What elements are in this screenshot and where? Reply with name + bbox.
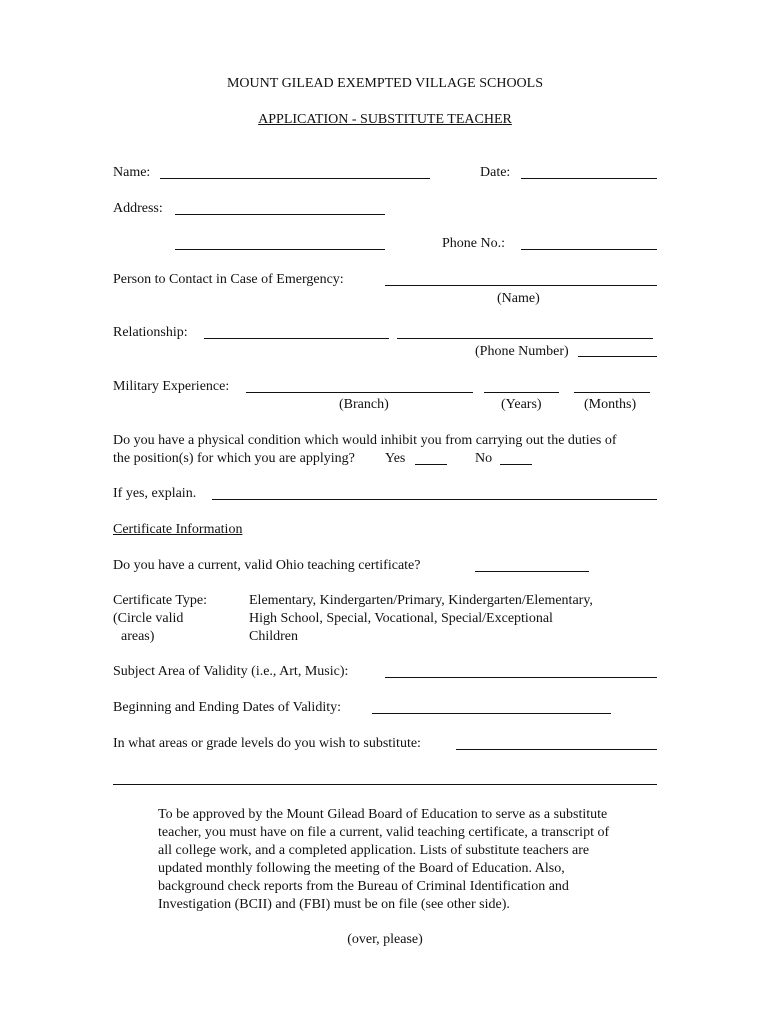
- military-label: Military Experience:: [113, 379, 230, 394]
- areas-wish-field[interactable]: [456, 749, 657, 750]
- phone-field[interactable]: [521, 249, 657, 250]
- certificate-type-label: areas): [121, 629, 155, 644]
- name-label: Name:: [113, 165, 151, 180]
- years-caption: (Years): [501, 397, 542, 412]
- months-caption: (Months): [584, 397, 637, 412]
- phone-number-caption: (Phone Number): [475, 344, 569, 359]
- physical-question-line1: Do you have a physical condition which would inhibit you from carrying out the duties of: [113, 433, 617, 448]
- certificate-answer-field[interactable]: [475, 571, 589, 572]
- emergency-name-caption: (Name): [497, 291, 540, 306]
- name-field[interactable]: [160, 178, 430, 179]
- notice-line: background check reports from the Bureau of Criminal Identification and: [158, 879, 569, 894]
- physical-no-label: No: [475, 451, 493, 466]
- address-field-line1[interactable]: [175, 214, 385, 215]
- certificate-type-option[interactable]: Children: [249, 629, 298, 644]
- areas-wish-label: In what areas or grade levels do you wish to substitute:: [113, 736, 421, 751]
- emergency-phone-field[interactable]: [397, 338, 653, 339]
- emergency-contact-field[interactable]: [385, 285, 657, 286]
- explain-field[interactable]: [212, 499, 657, 500]
- certificate-type-option[interactable]: High School, Special, Vocational, Special/Exceptional: [249, 611, 553, 626]
- physical-yes-field[interactable]: [415, 464, 447, 465]
- subject-area-field[interactable]: [385, 677, 657, 678]
- areas-wish-field-line2[interactable]: [113, 784, 657, 785]
- certificate-type-label: (Circle valid: [113, 611, 184, 626]
- relationship-field[interactable]: [204, 338, 389, 339]
- physical-yes-label: Yes: [385, 451, 406, 466]
- date-field[interactable]: [521, 178, 657, 179]
- military-branch-field[interactable]: [246, 392, 473, 393]
- address-label: Address:: [113, 201, 163, 216]
- certificate-type-label: Certificate Type:: [113, 593, 208, 608]
- notice-line: updated monthly following the meeting of the Board of Education. Also,: [158, 861, 565, 876]
- military-months-field[interactable]: [574, 392, 650, 393]
- subject-area-label: Subject Area of Validity (i.e., Art, Music):: [113, 664, 349, 679]
- notice-line: Investigation (BCII) and (FBI) must be on file (see other side).: [158, 897, 510, 912]
- physical-no-field[interactable]: [500, 464, 532, 465]
- certificate-section-title: [113, 521, 242, 539]
- military-years-field[interactable]: [484, 392, 559, 393]
- address-field-line2[interactable]: [175, 249, 385, 250]
- phone-label: Phone No.:: [442, 236, 505, 251]
- notice-line: teacher, you must have on file a current, valid teaching certificate, a transcript of: [158, 825, 610, 840]
- branch-caption: (Branch): [339, 397, 389, 412]
- validity-dates-field[interactable]: [372, 713, 611, 714]
- relationship-label: Relationship:: [113, 325, 188, 340]
- date-label: Date:: [480, 165, 511, 180]
- certificate-question: Do you have a current, valid Ohio teaching certificate?: [113, 558, 421, 573]
- physical-question-line2: the position(s) for which you are applying?: [113, 451, 355, 466]
- explain-label: If yes, explain.: [113, 486, 197, 501]
- notice-line: all college work, and a completed application. Lists of substitute teachers are: [158, 843, 590, 858]
- certificate-type-option[interactable]: Elementary, Kindergarten/Primary, Kindergarten/Elementary,: [249, 593, 593, 608]
- form-title-text: APPLICATION - SUBSTITUTE TEACHER: [258, 112, 512, 127]
- certificate-section-title-text: Certificate Information: [113, 522, 243, 537]
- school-name: MOUNT GILEAD EXEMPTED VILLAGE SCHOOLS: [226, 76, 544, 91]
- notice-line: To be approved by the Mount Gilead Board of Education to serve as a substitute: [158, 807, 608, 822]
- emergency-contact-label: Person to Contact in Case of Emergency:: [113, 272, 344, 287]
- phone-number-extra-field[interactable]: [578, 356, 657, 357]
- form-title: [0, 111, 770, 129]
- validity-dates-label: Beginning and Ending Dates of Validity:: [113, 700, 341, 715]
- over-please-note: (over, please): [347, 932, 423, 947]
